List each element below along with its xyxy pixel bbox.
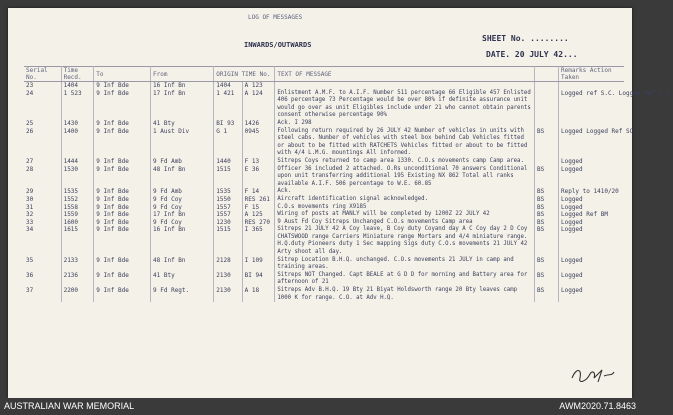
cell-serial: 25 [24,120,61,128]
cell-remarks: Logged Ref BM [560,211,608,219]
col-text: TEXT OF MESSAGE [275,67,535,82]
cell-orig-no: 0945 [242,128,275,158]
cell-orig-no: 1426 [242,120,275,128]
cell-origin: 1230 [214,219,242,227]
cell-init: BS [534,204,558,212]
cell-from: 9 Fd Regt. [151,287,214,302]
table-body [24,82,673,303]
cell-remarks: Logged [560,157,583,165]
cell-text: Following return required by 26 JULY 42 Number of vehicles in units with steel cabs. Number of vehicles with steel box behind Cab Vehicles fitted or about to be fitted with RATCHETS Vehicles fitted or about to be fitted with 4/4 L.M.G. mountings All informed. [275,128,535,158]
table-row [24,226,624,256]
cell-text: Sitreps Coys returned to camp area 1330. C.O.s movements camp Camp area. [275,158,535,166]
cell-time: 1404 [61,82,94,90]
cell-orig-no: F 13 [242,158,275,166]
sheet-number: SHEET No. ........ [482,34,569,43]
table-row [24,287,624,302]
table-row [24,204,624,212]
table-row [24,257,624,272]
cell-text: Wiring of posts at MANLY will be completed by 1200Z 22 JULY 42 [275,211,535,219]
message-log-sheet [8,8,673,398]
cell-init: BS [534,287,558,302]
cell-init: BS [534,196,558,204]
cell-time: 1615 [61,226,94,256]
col-origin: ORIGIN TIME No. [214,67,275,82]
cell-init: BS [534,257,558,272]
cell-from: 9 Fd Coy [151,196,214,204]
cell-serial: 30 [24,196,61,204]
cell-time: 1600 [61,219,94,227]
cell-remarks: Logged [560,165,583,173]
cell-init: BS [534,272,558,287]
cell-text: Aircraft identification signal acknowledged. [275,196,535,204]
cell-init: BS [534,211,558,219]
cell-text: C.O.s movements ring X9185 [275,204,535,212]
cell-text: Sitreps Adv B.H.Q. 19 Bty 21 Biyat Holdsworth range 20 Bty leaves camp 1000 K for range. C.O. at Adv H.Q. [275,287,535,302]
cell-init [534,90,558,120]
cell-time: 1535 [61,188,94,196]
table-row [24,196,624,204]
cell-serial: 37 [24,287,61,302]
cell-orig-no: I 109 [242,257,275,272]
cell-remarks [558,120,624,128]
cell-orig-no: RES 261 [242,196,275,204]
cell-remarks: Logged ref S.C. Logged Ref S.C. [560,89,673,97]
cell-orig-no: F 15 [242,204,275,212]
cell-serial: 31 [24,204,61,212]
cell-serial: 32 [24,211,61,219]
cell-init: BS [534,166,558,189]
cell-from: 17 Inf Bn [151,90,214,120]
cell-text: Sitreps 21 JULY 42 A Coy leave, B Coy duty Coyand day A C Coy day 2 D Coy CHATSWOOD range Carriers Miniature range Mortars and 4/4 miniature range. H.Q.duty Pioneers duty 1 Sec mapping Sigs duty C.O.s movements 21 JULY 42 Arty shoot all day. [275,226,535,256]
cell-remarks [558,82,624,90]
cell-time: 1552 [61,196,94,204]
cell-from: 17 Inf Bn [151,211,214,219]
cell-origin: G 1 [214,128,242,158]
cell-serial: 36 [24,272,61,287]
cell-init: BS [534,188,558,196]
cell-origin: 1515 [214,166,242,189]
cell-to: 9 Inf Bde [94,196,151,204]
cell-orig-no: F 14 [242,188,275,196]
col-from: From [151,67,214,82]
cell-origin: 1515 [214,226,242,256]
table-row [24,82,624,90]
cell-time: 1559 [61,211,94,219]
cell-init: BS [534,226,558,256]
cell-orig-no: RES 270 [242,219,275,227]
cell-serial: 27 [24,158,61,166]
cell-time: 1444 [61,158,94,166]
cell-origin: 1557 [214,211,242,219]
cell-remarks: Logged Logged Ref SC [560,127,634,135]
table-row [24,158,624,166]
cell-origin: 1535 [214,188,242,196]
cell-time: 2136 [61,272,94,287]
cell-init: BS [534,128,558,158]
cell-to: 9 Inf Bde [94,128,151,158]
col-to: To [94,67,151,82]
cell-origin: 2130 [214,287,242,302]
cell-orig-no: BI 94 [242,272,275,287]
log-sub-title: INWARDS/OUTWARDS [244,41,312,49]
cell-time: 1400 [61,128,94,158]
cell-time: 2133 [61,257,94,272]
cell-from: 41 Bty [151,120,214,128]
cell-to: 9 Inf Bde [94,82,151,90]
table-header-row [24,67,624,82]
cell-to: 9 Inf Bde [94,204,151,212]
cell-from: 9 Fd Coy [151,204,214,212]
cell-from: 9 Fd Amb [151,158,214,166]
cell-from: 16 Inf Bn [151,226,214,256]
cell-serial: 33 [24,219,61,227]
cell-from: 48 Inf Bn [151,257,214,272]
cell-serial: 26 [24,128,61,158]
table-row [24,211,624,219]
archive-name: AUSTRALIAN WAR MEMORIAL [4,401,135,411]
cell-to: 9 Inf Bde [94,257,151,272]
cell-remarks: Logged [560,195,583,203]
table-row [24,120,624,128]
cell-from: 1 Aust Div [151,128,214,158]
cell-remarks: Logged [560,287,583,295]
cell-time: 2200 [61,287,94,302]
col-remarks: Remarks Action Taken [558,67,624,82]
cell-text: Enlistment A.M.F. to A.I.F. Number 511 percentage 66 Eligible 457 Enlisted 406 percentage 73 Percentage would be over 80% if definite assurance unit would go over as unit Eligibles include under 21 who cannot obtain parents consent otherwise percentage 90% [275,90,535,120]
archive-reference: AWM2020.71.8463 [559,401,636,411]
cell-time: 1558 [61,204,94,212]
table-row [24,272,624,287]
cell-init [534,120,558,128]
cell-init: BS [534,219,558,227]
cell-text [275,82,535,90]
archive-footer [0,398,640,415]
log-date: DATE. 20 JULY 42... [486,50,578,59]
cell-origin: BI 93 [214,120,242,128]
col-serial: Serial No. [24,67,61,82]
cell-origin: 2128 [214,257,242,272]
cell-serial: 34 [24,226,61,256]
cell-to: 9 Inf Bde [94,188,151,196]
cell-origin: 2130 [214,272,242,287]
cell-to: 9 Inf Bde [94,90,151,120]
cell-to: 9 Inf Bde [94,287,151,302]
cell-orig-no: A 125 [242,211,275,219]
cell-origin: 1550 [214,196,242,204]
cell-origin: 1440 [214,158,242,166]
table-row [24,219,624,227]
cell-orig-no: A 124 [242,90,275,120]
cell-text: Sitreps NOT Changed. Capt BEALE at G D D for morning and Battery area for afternoon of 21 [275,272,535,287]
cell-to: 9 Inf Bde [94,166,151,189]
cell-remarks: Logged [560,203,583,211]
cell-remarks: Logged [560,226,583,234]
cell-from: 48 Inf Bn [151,166,214,189]
table-row [24,128,624,158]
cell-serial: 24 [24,90,61,120]
cell-orig-no: A 123 [242,82,275,90]
col-time: Time Recd. [61,67,94,82]
cell-text: Ack. [275,188,535,196]
cell-text: Sitrep Location B.H.Q. unchanged. C.O.s movements 21 JULY in camp and training areas. [275,257,535,272]
cell-text: Ack. I 298 [275,120,535,128]
cell-time: 1530 [61,166,94,189]
cell-serial: 28 [24,166,61,189]
cell-orig-no: A 18 [242,287,275,302]
cell-text: Officer 36 included 2 attached. O.Rs unconditional 70 answers Conditional upon unit transferring additional 195 Existing NX 862 Total all ranks available A.I.F. 506 percentage to W.E. 60.85 [275,166,535,189]
cell-remarks: Logged [560,271,583,279]
log-top-title: LOG OF MESSAGES [248,14,303,21]
cell-to: 9 Inf Bde [94,211,151,219]
cell-from: 9 Fd Coy [151,219,214,227]
cell-from: 41 Bty [151,272,214,287]
message-log-table [24,66,673,302]
cell-serial: 35 [24,257,61,272]
cell-time: 1 523 [61,90,94,120]
table-row [24,166,624,189]
signature-mark [568,364,618,386]
cell-init [534,158,558,166]
cell-text: 9 Aust Fd Coy Sitreps Unchanged C.O.s movements Camp area [275,219,535,227]
cell-to: 9 Inf Bde [94,272,151,287]
cell-to: 9 Inf Bde [94,120,151,128]
cell-serial: 29 [24,188,61,196]
cell-remarks: Logged [560,256,583,264]
cell-to: 9 Inf Bde [94,226,151,256]
col-init [534,67,558,82]
cell-remarks: Logged [560,218,583,226]
table-row [24,90,624,120]
cell-orig-no: I 365 [242,226,275,256]
cell-time: 1430 [61,120,94,128]
cell-origin: 1 421 [214,90,242,120]
cell-init [534,82,558,90]
cell-origin: 1557 [214,204,242,212]
cell-to: 9 Inf Bde [94,219,151,227]
cell-to: 9 Inf Bde [94,158,151,166]
table-row [24,188,624,196]
cell-serial: 23 [24,82,61,90]
cell-orig-no: E 36 [242,166,275,189]
cell-from: 16 Inf Bn [151,82,214,90]
cell-origin: 1404 [214,82,242,90]
cell-remarks: Reply to 1410/20 [560,188,619,196]
cell-from: 9 Fd Amb [151,188,214,196]
